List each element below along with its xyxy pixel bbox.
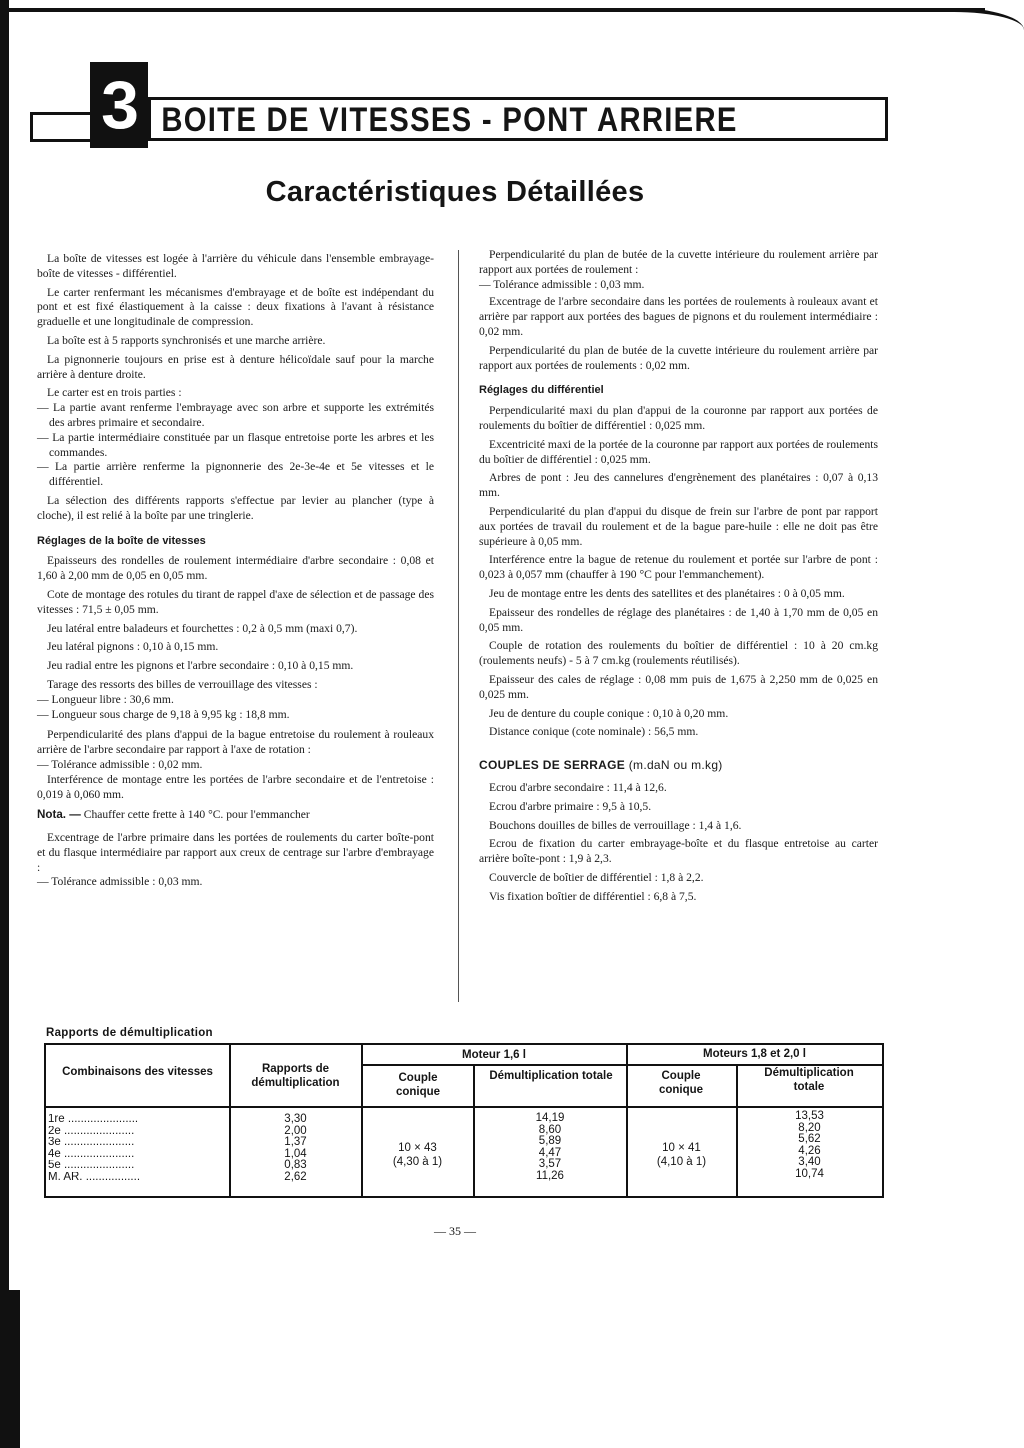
couple-item: Ecrou d'arbre primaire : 9,5 à 10,5. xyxy=(489,799,652,813)
differentiel-item: Distance conique (cote nominale) : 56,5 mm. xyxy=(489,725,699,739)
header-moteurs-1-8-2-0: Moteurs 1,8 et 2,0 l xyxy=(703,1048,806,1060)
table-caption: Rapports de démultiplication xyxy=(46,1027,213,1039)
intro-paragraph: La boîte de vitesses est logée à l'arrière du véhicule dans l'ensemble embrayage-boîte de vitesses - différentiel. xyxy=(37,252,434,280)
carter-part-item: — La partie avant renferme l'embrayage avec son arbre et supporte les extrémités des arbres primaire et secondaire. xyxy=(37,401,434,429)
header-demultiplication-totale: Démultiplication totale xyxy=(764,1067,854,1093)
scan-edge-top xyxy=(0,8,985,12)
tolerance-line: — Tolérance admissible : 0,03 mm. xyxy=(37,875,203,889)
differentiel-item: Interférence entre la bague de retenue du roulement et portée sur l'arbre de pont : 0,023 à 0,057 mm (chauffer à 190 °C pour l'emmanchement). xyxy=(479,553,878,582)
reglage-item: Jeu radial entre les pignons et l'arbre secondaire : 0,10 à 0,15 mm. xyxy=(47,659,354,673)
rapport-value: 0,83 xyxy=(284,1159,307,1172)
differentiel-item: Jeu de montage entre les dents des satellites et des planétaires : 0 à 0,05 mm. xyxy=(489,586,845,600)
demult-value: 8,20 xyxy=(798,1121,821,1134)
chapter-title-box xyxy=(148,97,888,141)
intro-paragraph: La pignonnerie toujours en prise est à denture hélicoïdale sauf pour la marche arrière à denture droite. xyxy=(37,352,434,381)
scan-edge-bottom xyxy=(0,1290,20,1448)
tolerance-line: — Tolérance admissible : 0,02 mm. xyxy=(37,757,203,771)
perpendicularite-paragraph: Perpendicularité des plans d'appui de la bague entretoise du roulement à rouleaux arrière de l'arbre secondaire par rapport à l'axe de rotation : xyxy=(37,728,434,757)
header-demultiplication-totale: Démultiplication totale xyxy=(489,1070,613,1082)
chapter-number: 3 xyxy=(90,62,148,148)
reglage-item: Jeu latéral pignons : 0,10 à 0,15 mm. xyxy=(47,640,219,654)
couple-item: Bouchons douilles de billes de verrouillage : 1,4 à 1,6. xyxy=(489,818,742,832)
reglage-item: Jeu latéral entre baladeurs et fourchettes : 0,2 à 0,5 mm (maxi 0,7). xyxy=(47,621,358,635)
couple-ratio: 10 × 43 xyxy=(398,1142,437,1154)
tarage-item: — Longueur sous charge de 9,18 à 9,95 kg : 18,8 mm. xyxy=(37,707,290,721)
couple-conique-1-6 xyxy=(362,1141,473,1169)
header-rapports: Rapports de démultiplication xyxy=(251,1063,340,1089)
differentiel-item: Epaisseur des rondelles de réglage des planétaires : de 1,40 à 1,70 mm de 0,05 en 0,05 mm. xyxy=(479,605,878,634)
demult-1-6-column xyxy=(474,1113,626,1183)
scan-edge-top-curve xyxy=(940,8,1024,32)
excentrage-paragraph: Excentrage de l'arbre primaire dans les portées de roulements du carter boîte-pont et du flasque intermédiaire par rapport aux creux de centrage sur l'arbre d'embrayage : xyxy=(37,831,434,874)
nota-text: Chauffer cette frette à 140 °C. pour l'emmancher xyxy=(80,808,310,822)
couple-item: Vis fixation boîtier de différentiel : 6,8 à 7,5. xyxy=(489,889,697,903)
gear-label: 1re ...................... xyxy=(48,1114,139,1125)
differentiel-heading: Réglages du différentiel xyxy=(479,384,604,397)
gear-label: 5e ...................... xyxy=(48,1160,135,1172)
couples-heading xyxy=(479,758,878,773)
header-combinaisons: Combinaisons des vitesses xyxy=(62,1066,213,1078)
reglages-heading: Réglages de la boîte de vitesses xyxy=(37,534,206,547)
differentiel-item: Couple de rotation des roulements du boîtier de différentiel : 10 à 20 cm.kg (roulements neufs) - 5 à 7 cm.kg (roulements réutilisés). xyxy=(479,639,878,668)
demult-value: 10,74 xyxy=(795,1167,824,1180)
gear-column xyxy=(48,1114,226,1184)
couples-units: (m.daN ou m.kg) xyxy=(625,758,723,773)
demult-value: 5,62 xyxy=(798,1133,821,1146)
chapter-title: BOITE DE VITESSES - PONT ARRIERE xyxy=(161,100,738,139)
right-column xyxy=(479,248,878,908)
demult-value: 5,89 xyxy=(538,1135,562,1148)
differentiel-item: Perpendicularité maxi du plan d'appui de la couronne par rapport aux portées de roulements du boîtier de différentiel : 0,025 mm. xyxy=(479,404,878,432)
reglage-item: Epaisseurs des rondelles de roulement intermédiaire d'arbre secondaire : 0,08 et 1,60 à 2,00 mm de 0,05 en 0,05 mm. xyxy=(37,554,434,583)
differentiel-item: Perpendicularité du plan d'appui du disque de frein sur l'arbre de pont par rapport aux portées de travail du roulement et de la bague pare-huile : elle ne doit pas être supérieure à 0,05 mm. xyxy=(479,504,878,548)
excentrage-paragraph: Excentrage de l'arbre secondaire dans les portées de roulements à rouleaux avant et arrière par rapport aux portées des bagues de pignons et du roulement intermédiaire : 0,02 mm. xyxy=(479,295,878,338)
rapport-value: 3,30 xyxy=(284,1113,307,1125)
couple-item: Ecrou d'arbre secondaire : 11,4 à 12,6. xyxy=(489,780,667,794)
page-number: — 35 — xyxy=(434,1224,476,1238)
interference-paragraph: Interférence de montage entre les portées de l'arbre secondaire et de l'entretoise : 0,019 à 0,060 mm. xyxy=(37,772,434,801)
couple-ratio: 10 × 41 xyxy=(662,1142,701,1154)
intro-paragraph: Le carter est en trois parties : xyxy=(47,386,182,400)
differentiel-item: Excentricité maxi de la portée de la couronne par rapport aux portées de roulements du boîtier de différentiel : 0,025 mm. xyxy=(479,437,878,466)
carter-part-item: — La partie intermédiaire constituée par un flasque entretoise porte les arbres et les commandes. xyxy=(37,430,434,459)
ratio-table xyxy=(44,1043,884,1198)
perpendicularite-paragraph: Perpendicularité du plan de butée de la cuvette intérieure du roulement arrière par rapport aux portées de roulement : xyxy=(479,248,878,276)
differentiel-item: Jeu de denture du couple conique : 0,10 à 0,20 mm. xyxy=(489,706,729,720)
couple-conique-1-8-2-0 xyxy=(627,1141,736,1169)
perpendicularite-paragraph: Perpendicularité du plan de butée de la cuvette intérieure du roulement arrière par rapport aux portées de roulements : 0,02 mm. xyxy=(479,343,878,372)
differentiel-item: Arbres de pont : Jeu des cannelures d'engrènement des planétaires : 0,07 à 0,13 mm. xyxy=(479,471,878,500)
gear-label: 3e ...................... xyxy=(48,1137,135,1149)
tarage-item: — Longueur libre : 30,6 mm. xyxy=(37,692,174,706)
selection-paragraph: La sélection des différents rapports s'effectue par levier au plancher (type à cloche), il est relié à la boîte par une tringlerie. xyxy=(37,493,434,522)
demult-1-8-2-0-column xyxy=(737,1111,882,1181)
differentiel-item: Epaisseur des cales de réglage : 0,08 mm puis de 1,675 à 2,250 mm de 0,025 en 0,025 mm. xyxy=(479,672,878,701)
header-couple-conique: Couple conique xyxy=(395,1072,441,1098)
couple-ratio-fraction: (4,10 à 1) xyxy=(656,1156,707,1168)
rapport-value: 2,62 xyxy=(284,1170,307,1183)
nota-label: Nota. — xyxy=(37,808,81,822)
left-column xyxy=(37,252,434,890)
header-moteur-1-6: Moteur 1,6 l xyxy=(462,1049,526,1061)
gear-label: M. AR. ................. xyxy=(48,1171,141,1183)
rapports-column xyxy=(230,1114,361,1184)
demult-value: 3,57 xyxy=(538,1158,562,1171)
demult-value: 4,47 xyxy=(538,1146,562,1159)
carter-part-item: — La partie arrière renferme la pignonnerie des 2e-3e-4e et 5e vitesses et le différentiel. xyxy=(37,460,434,489)
demult-value: 3,40 xyxy=(798,1156,821,1169)
table-divider xyxy=(46,1106,882,1108)
rapport-value: 2,00 xyxy=(284,1124,307,1137)
gear-label: 4e ...................... xyxy=(48,1148,135,1160)
demult-value: 13,53 xyxy=(795,1110,824,1122)
rapport-value: 1,37 xyxy=(284,1136,307,1149)
column-divider xyxy=(458,250,459,1002)
tolerance-line: — Tolérance admissible : 0,03 mm. xyxy=(479,277,645,291)
couple-ratio-fraction: (4,30 à 1) xyxy=(392,1156,443,1168)
reglage-item: Cote de montage des rotules du tirant de rappel d'axe de sélection et de passage des vitesses : 71,5 ± 0,05 mm. xyxy=(37,587,434,616)
demult-value: 14,19 xyxy=(535,1112,565,1124)
intro-paragraph: La boîte est à 5 rapports synchronisés et une marche arrière. xyxy=(47,333,326,347)
gear-label: 2e ...................... xyxy=(48,1125,135,1137)
demult-value: 8,60 xyxy=(538,1123,562,1136)
header-couple-conique: Couple conique xyxy=(658,1070,704,1096)
couples-title: COUPLES DE SERRAGE xyxy=(479,758,626,773)
tarage-intro: Tarage des ressorts des billes de verrouillage des vitesses : xyxy=(47,677,318,691)
intro-paragraph: Le carter renfermant les mécanismes d'embrayage et de boîte est indépendant du pont et est fixé élastiquement à la caisse : deux fixations à l'avant à résistance graduelle et une longitudinale de compression. xyxy=(37,285,434,329)
demult-value: 4,26 xyxy=(798,1144,821,1157)
table-divider xyxy=(626,1045,628,1196)
page-title: Caractéristiques Détaillées xyxy=(265,176,645,208)
demult-value: 11,26 xyxy=(536,1169,564,1182)
header-rule xyxy=(30,112,93,142)
couple-item: Couvercle de boîtier de différentiel : 1,8 à 2,2. xyxy=(489,870,704,884)
rapport-value: 1,04 xyxy=(284,1147,307,1160)
table-divider xyxy=(361,1045,363,1196)
nota-paragraph xyxy=(37,808,434,823)
couple-item: Ecrou de fixation du carter embrayage-boîte et du flasque entretoise au carter arrière boîte-pont : 1,9 à 2,3. xyxy=(479,837,878,866)
